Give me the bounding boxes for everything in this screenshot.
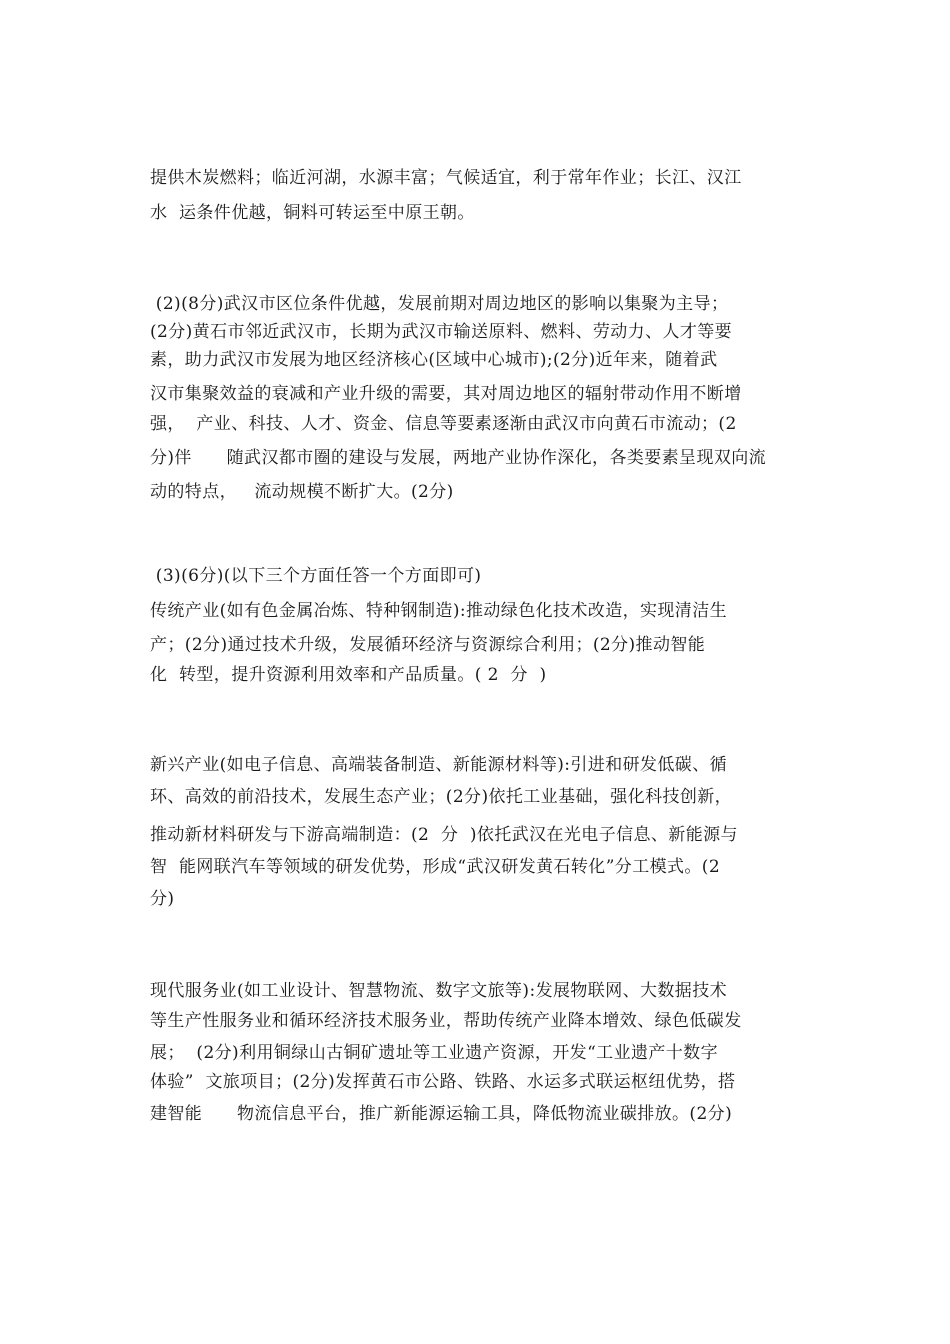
q2-line-1: (2)(8分)武汉市区位条件优越，发展前期对周边地区的影响以集聚为主导； [150,294,729,314]
services-line-3: 展； (2分)利用铜绿山古铜矿遗址等工业遗产资源，开发“工业遗产十数字 [150,1043,718,1063]
services-line-2: 等生产性服务业和循环经济技术服务业，帮助传统产业降本增效、绿色低碳发 [150,1011,742,1031]
traditional-line-1: 传统产业(如有色金属冶炼、特种钢制造):推动绿色化技术改造，实现清洁生 [150,601,727,621]
intro-line-1: 提供木炭燃料；临近河湖，水源丰富；气候适宜，利于常年作业；长江、汉江 [150,168,742,188]
traditional-line-2: 产；(2分)通过技术升级，发展循环经济与资源综合利用；(2分)推动智能 [150,635,706,655]
emerging-line-5: 分) [150,889,175,909]
q2-line-7: 动的特点， 流动规模不断扩大。(2分) [150,482,454,502]
traditional-line-3: 化 转型，提升资源利用效率和产品质量。( 2 分 ) [150,665,547,685]
q2-line-6: 分)伴 随武汉都市圈的建设与发展，两地产业协作深化，各类要素呈现双向流 [150,448,767,468]
services-line-4: 体验” 文旅项目；(2分)发挥黄石市公路、铁路、水运多式联运枢纽优势，搭 [150,1072,736,1092]
q3-heading: (3)(6分)(以下三个方面任答一个方面即可) [150,566,482,586]
emerging-line-1: 新兴产业(如电子信息、高端装备制造、新能源材料等):引进和研发低碳、循 [150,755,727,775]
q2-line-5: 强， 产业、科技、人才、资金、信息等要素逐渐由武汉市向黄石市流动；(2 [150,414,737,434]
emerging-line-2: 环、高效的前沿技术，发展生态产业；(2分)依托工业基础，强化科技创新， [150,787,733,807]
emerging-line-3: 推动新材料研发与下游高端制造：(2 分 )依托武汉在光电子信息、新能源与 [150,825,738,845]
emerging-line-4: 智 能网联汽车等领域的研发优势，形成“武汉研发黄石转化”分工模式。(2 [150,857,721,877]
intro-line-2: 水 运条件优越，铜料可转运至中原王朝。 [150,203,475,223]
q2-line-3: 素，助力武汉市发展为地区经济核心(区域中心城市);(2分)近年来，随着武 [150,350,718,370]
q2-line-4: 汉市集聚效益的衰减和产业升级的需要，其对周边地区的辐射带动作用不断增 [150,384,742,404]
services-line-1: 现代服务业(如工业设计、智慧物流、数字文旅等):发展物联网、大数据技术 [150,981,727,1001]
services-line-5: 建智能 物流信息平台，推广新能源运输工具，降低物流业碳排放。(2分) [150,1104,733,1124]
q2-line-2: (2分)黄石市邻近武汉市，长期为武汉市输送原料、燃料、劳动力、人才等要 [150,322,733,342]
